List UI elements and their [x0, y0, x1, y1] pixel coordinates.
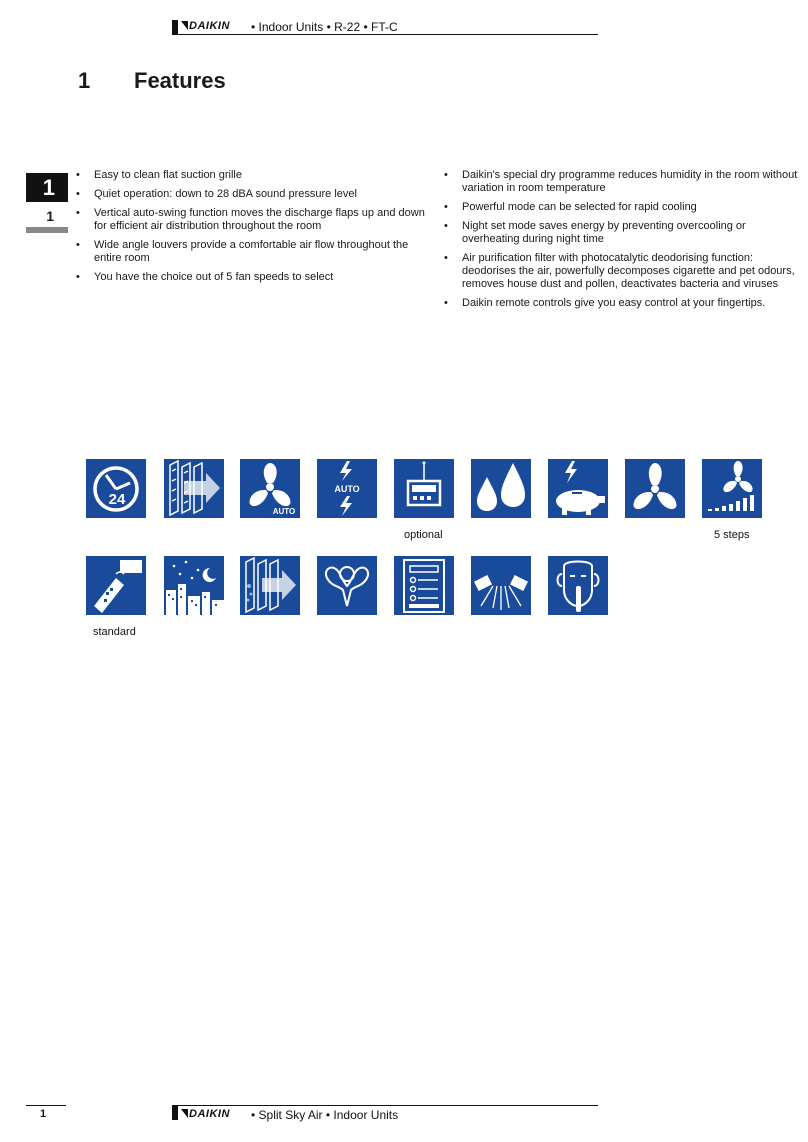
economy-piggy-bank-icon — [548, 459, 608, 518]
fan-speed-steps-icon — [702, 459, 762, 518]
five-steps-label: 5 steps — [714, 529, 750, 541]
footer-page-rule — [26, 1105, 66, 1106]
dry-mode-icon — [471, 459, 531, 518]
footer-rule — [172, 1105, 598, 1106]
page-header — [172, 18, 598, 36]
program-list-icon — [394, 556, 454, 615]
night-set-mode-icon — [164, 556, 224, 615]
footer-text: • Split Sky Air • Indoor Units — [251, 1108, 399, 1122]
list-item: • Night set mode saves energy by preventing overcooling or overheating during night time — [442, 220, 802, 246]
page-title: Features — [134, 68, 226, 93]
section-tab: 1 — [46, 208, 54, 224]
fan-icon — [625, 459, 685, 518]
features-list-left — [74, 169, 434, 290]
header-rule — [172, 34, 598, 35]
chapter-tab: 1 — [26, 173, 68, 202]
daikin-logo: DAIKIN — [181, 1108, 230, 1120]
svg-text:AUTO: AUTO — [272, 507, 296, 516]
list-item: • Easy to clean flat suction grille — [74, 169, 434, 182]
list-item: • Vertical auto-swing function moves the discharge flaps up and down for efficient air distribution throughout the room — [74, 207, 434, 233]
footer-bar — [172, 1106, 178, 1120]
daikin-logo: DAIKIN — [181, 20, 230, 32]
page-number: 1 — [40, 1108, 47, 1120]
comfort-airflow-icon — [317, 556, 377, 615]
list-item: • You have the choice out of 5 fan speeds to select — [74, 271, 434, 284]
list-item: • Daikin's special dry programme reduces humidity in the room without variation in room temperature — [442, 169, 802, 195]
air-purification-filter-icon — [240, 556, 300, 615]
features-list-right — [442, 169, 802, 316]
svg-text:DRY: DRY — [503, 507, 521, 516]
timer-unit-icon — [394, 459, 454, 518]
louver-airflow-icon — [164, 459, 224, 518]
header-bar — [172, 20, 178, 34]
list-item: • Daikin remote controls give you easy control at your fingertips. — [442, 297, 802, 310]
list-item: • Quiet operation: down to 28 dBA sound pressure level — [74, 188, 434, 201]
auto-powerful-icon — [317, 459, 377, 518]
svg-text:24: 24 — [108, 491, 126, 508]
list-item: • Powerful mode can be selected for rapid cooling — [442, 201, 802, 214]
optional-label: optional — [404, 529, 443, 541]
header-text: • Indoor Units • R-22 • FT-C — [251, 20, 398, 34]
list-item: • Air purification filter with photocatalytic deodorising function: deodorises the air, powerfully decomposes cigarette and pet odours, removes house dust and pollen, deactivates bacteria and viruses — [442, 252, 802, 291]
timer-24-icon — [86, 459, 146, 518]
section-number: 1 — [78, 68, 91, 93]
svg-text:AUTO: AUTO — [334, 484, 360, 494]
remote-control-icon — [86, 556, 146, 615]
standard-label: standard — [93, 626, 136, 638]
list-item: • Wide angle louvers provide a comfortable air flow throughout the entire room — [74, 239, 434, 265]
quiet-operation-icon — [548, 556, 608, 615]
wide-angle-louvers-icon — [471, 556, 531, 615]
tab-bar — [26, 227, 68, 233]
auto-fan-icon — [240, 459, 300, 518]
page-footer — [172, 1105, 598, 1123]
